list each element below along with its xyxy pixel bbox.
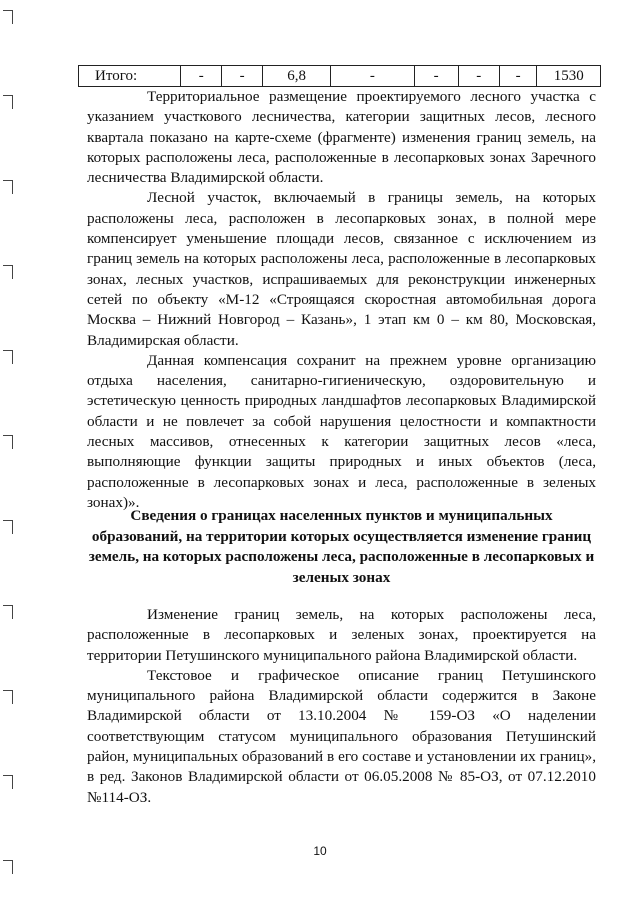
binding-mark — [3, 520, 13, 534]
table-cell: - — [414, 66, 458, 87]
table-cell: - — [499, 66, 537, 87]
paragraph: Данная компенсация сохранит на прежнем уровне организацию отдыха населения, санитарно-гигиеническую, оздоровительную и эстетическую ценность природных ландшафтов лесопарковых Владимирской области и не повлечет за собой нарушения целостности и компактности лесных массивов, отнесенных к категории защитных лесов «леса, выполняющие функции защиты природных и иных объектов (леса, расположенные в лесопарковых зонах и леса, расположенные в зеленых зонах)». — [87, 351, 596, 511]
table-cell: - — [458, 66, 499, 87]
table-cell: - — [181, 66, 222, 87]
paragraph: Текстовое и графическое описание границ Петушинского муниципального района Владимирской области содержится в Законе Владимирской области от 13.10.2004 № 159-ОЗ «О наделении соответствующим статусом муниципального образования Петушинский район, муниципальных образований в его составе и установлении их границ», в ред. Законов Владимирской области от 06.05.2008 № 85-ОЗ, от 07.12.2010 №114-ОЗ. — [87, 666, 596, 806]
table-cell-total: 1530 — [537, 66, 601, 87]
binding-mark — [3, 95, 13, 109]
binding-mark — [3, 775, 13, 789]
binding-mark — [3, 860, 13, 874]
table-cell-label: Итого: — [79, 66, 181, 87]
binding-marks — [0, 0, 14, 905]
binding-mark — [3, 435, 13, 449]
binding-mark — [3, 690, 13, 704]
section-heading: Сведения о границах населенных пунктов и муниципальных образований, на территории которых осуществляется изменение границ земель, на которых расположены леса, расположенные в лесопарковых и зеленых зонах — [88, 507, 595, 586]
body-section-2 — [87, 605, 596, 808]
body-section-1 — [87, 87, 596, 513]
table-cell: 6,8 — [263, 66, 331, 87]
binding-mark — [3, 265, 13, 279]
summary-table — [78, 65, 601, 87]
binding-mark — [3, 180, 13, 194]
paragraph: Изменение границ земель, на которых расположены леса, расположенные в лесопарковых и зеленых зонах, проектируется на территории Петушинского муниципального района Владимирской области. — [87, 606, 596, 664]
paragraph: Лесной участок, включаемый в границы земель, на которых расположены леса, расположен в лесопарковых зонах, в полной мере компенсирует уменьшение площади лесов, связанное с исключением из границ земель на которых расположены леса, расположенные в лесопарковых зонах, лесных участков, испрашиваемых для реконструкции инженерных сетей по объекту «М-12 «Строящаяся скоростная автомобильная дорога Москва – Нижний Новгород – Казань», 1 этап км 0 – км 80, Московская, Владимирская области. — [87, 189, 596, 349]
table-row-total — [79, 66, 601, 87]
table-cell: - — [222, 66, 263, 87]
binding-mark — [3, 605, 13, 619]
binding-mark — [3, 10, 13, 24]
table-cell: - — [331, 66, 414, 87]
paragraph: Территориальное размещение проектируемого лесного участка с указанием участкового лесничества, категории защитных лесов, лесного квартала показано на карте-схеме (фрагменте) изменения границ земель, на которых расположены леса, расположенные в лесопарковых зонах Заречного лесничества Владимирской области. — [87, 88, 596, 187]
binding-mark — [3, 350, 13, 364]
page-number: 10 — [313, 844, 327, 858]
